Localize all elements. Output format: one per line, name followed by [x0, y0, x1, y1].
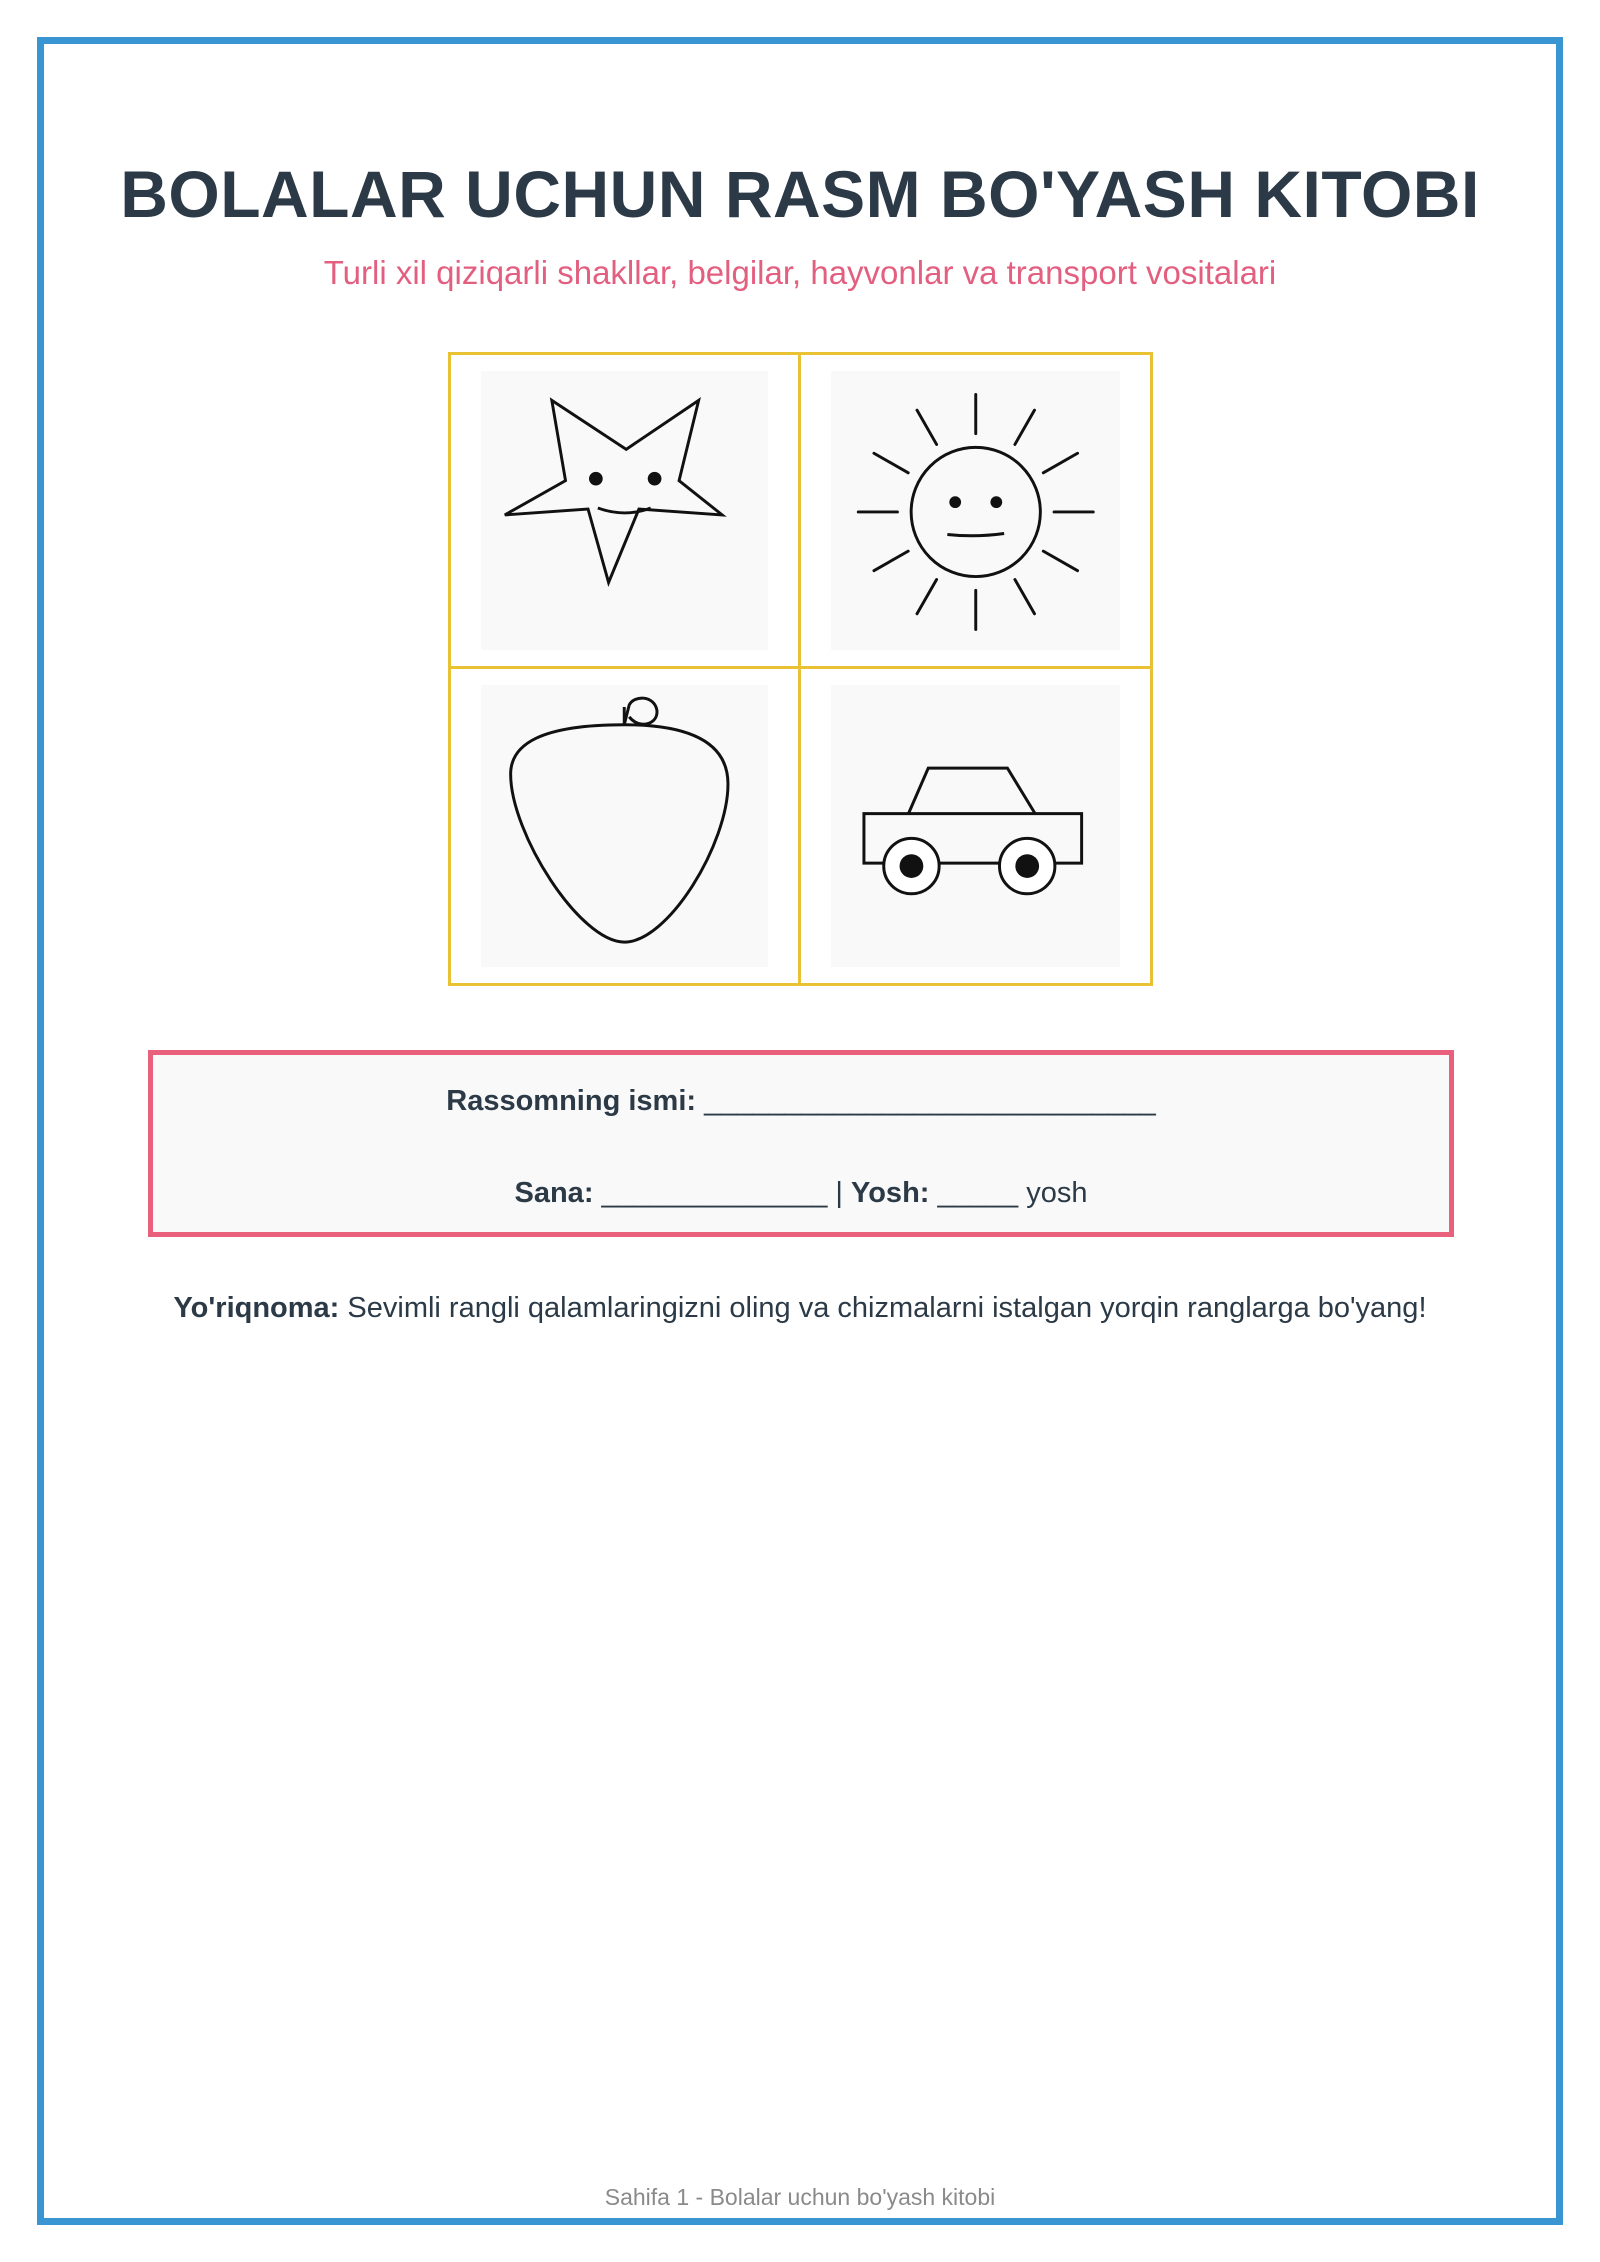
drawings-grid	[448, 352, 1153, 986]
age-unit: yosh	[1026, 1177, 1088, 1209]
age-label: Yosh:	[851, 1177, 930, 1209]
date-label: Sana:	[514, 1177, 594, 1209]
drawing-cell-car[interactable]	[801, 669, 1151, 983]
drawing-cell-sun[interactable]	[801, 355, 1151, 669]
artist-name-label: Rassomning ismi:	[446, 1085, 697, 1117]
instructions-text: Sevimli rangli qalamlaringizni oling va chizmalarni istalgan yorqin ranglarga bo'yang!	[347, 1292, 1427, 1324]
car-icon	[831, 685, 1121, 967]
age-field[interactable]: _____	[937, 1177, 1019, 1209]
instructions-label: Yo'riqnoma:	[173, 1292, 340, 1324]
instructions	[0, 1292, 1600, 1325]
artist-info-box	[148, 1050, 1454, 1237]
sun-face-icon	[831, 371, 1121, 650]
star-face-icon	[481, 371, 768, 650]
page-subtitle: Turli xil qiziqarli shakllar, belgilar, hayvonlar va transport vositalari	[323, 254, 1277, 291]
artist-name-row	[153, 1085, 1449, 1118]
page-footer: Sahifa 1 - Bolalar uchun bo'yash kitobi	[604, 2184, 996, 2210]
artist-name-field[interactable]: ____________________________	[704, 1085, 1156, 1117]
separator: |	[835, 1177, 843, 1209]
page-title: BOLALAR UCHUN RASM BO'YASH KITOBI	[120, 157, 1480, 231]
date-field[interactable]: ______________	[601, 1177, 828, 1209]
apple-icon	[481, 685, 768, 967]
date-age-row	[153, 1177, 1449, 1210]
drawing-cell-star[interactable]	[451, 355, 801, 669]
drawing-cell-apple[interactable]	[451, 669, 801, 983]
